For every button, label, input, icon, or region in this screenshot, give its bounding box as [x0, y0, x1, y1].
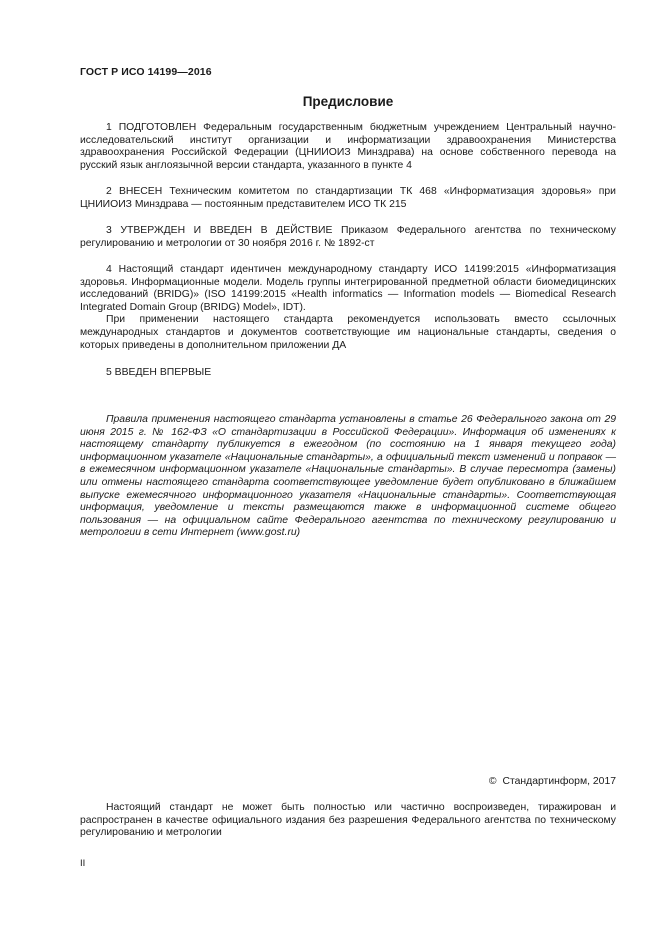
page-title: Предисловие	[302, 94, 394, 109]
item-prepared	[80, 122, 616, 172]
item-prepared-text: 1 ПОДГОТОВЛЕН Федеральным государственным бюджетным учреждением Центральный научно-исследовательский институт организации и информатизации здравоохранения Министерства здравоохранения Российской Федерации (ЦНИИОИЗ Минздрава) на основе собственного перевода на русский язык англоязычной версии стандарта, указанного в пункте 4	[80, 122, 616, 171]
item-identical	[80, 264, 616, 352]
copyright-line	[489, 776, 616, 787]
page-number: II	[80, 858, 86, 869]
item-approved-text: 3 УТВЕРЖДЕН И ВВЕДЕН В ДЕЙСТВИЕ Приказом Федерального агентства по техническому регулированию и метрологии от 30 ноября 2016 г. № 1892-ст	[80, 225, 616, 249]
item-submitted-text: 2 ВНЕСЕН Техническим комитетом по стандартизации ТК 468 «Информатизация здоровья» при ЦНИИОИЗ Минздрава — постоянным представителем ИСО ТК 215	[80, 186, 616, 210]
document-code: ГОСТ Р ИСО 14199—2016	[80, 66, 212, 78]
item-identical-note: При применении настоящего стандарта рекомендуется использовать вместо ссылочных международных стандартов и документов соответствующие им национальные стандарты, сведения о которых приведены в дополнительном приложении ДА	[80, 314, 616, 351]
item-introduced	[80, 367, 616, 380]
item-identical-text: 4 Настоящий стандарт идентичен международному стандарту ИСО 14199:2015 «Информатизация здоровья. Информационные модели. Модель группы интегрированной предметной области биомедицинских исследований (BRIDG)» (ISO 14199:2015 «Health informatics — Information models — Biomedical Research Integrated Domain Group (BRIDG) Model», IDT).	[80, 264, 616, 313]
copyright-text: Стандартинформ, 2017	[502, 776, 616, 787]
application-rules-notice: Правила применения настоящего стандарта установлены в статье 26 Федерального закона от 29 июня 2015 г. № 162-ФЗ «О стандартизации в Российской Федерации». Информация об изменениях к настоящему стандарту публикуется в ежегодном (по состоянию на 1 января текущего года) информационном указателе «Национальные стандарты», а официальный текст изменений и поправок — в ежемесячном информационном указателе «Национальные стандарты». В случае пересмотра (замены) или отмены настоящего стандарта соответствующее уведомление будет опубликовано в ближайшем выпуске ежемесячного информационного указателя «Национальные стандарты». Соответствующая информация, уведомление и тексты размещаются также в информационной системе общего пользования — на официальном сайте Федерального агентства по техническому регулированию и метрологии в сети Интернет (www.gost.ru)	[80, 414, 616, 539]
item-introduced-text: 5 ВВЕДЕН ВПЕРВЫЕ	[106, 367, 212, 378]
reproduction-rights: Настоящий стандарт не может быть полностью или частично воспроизведен, тиражирован и распространен в качестве официального издания без разрешения Федерального агентства по техническому регулированию и метрологии	[80, 802, 616, 839]
item-approved	[80, 225, 616, 250]
copyright-symbol: ©	[488, 776, 497, 787]
item-submitted	[80, 186, 616, 211]
